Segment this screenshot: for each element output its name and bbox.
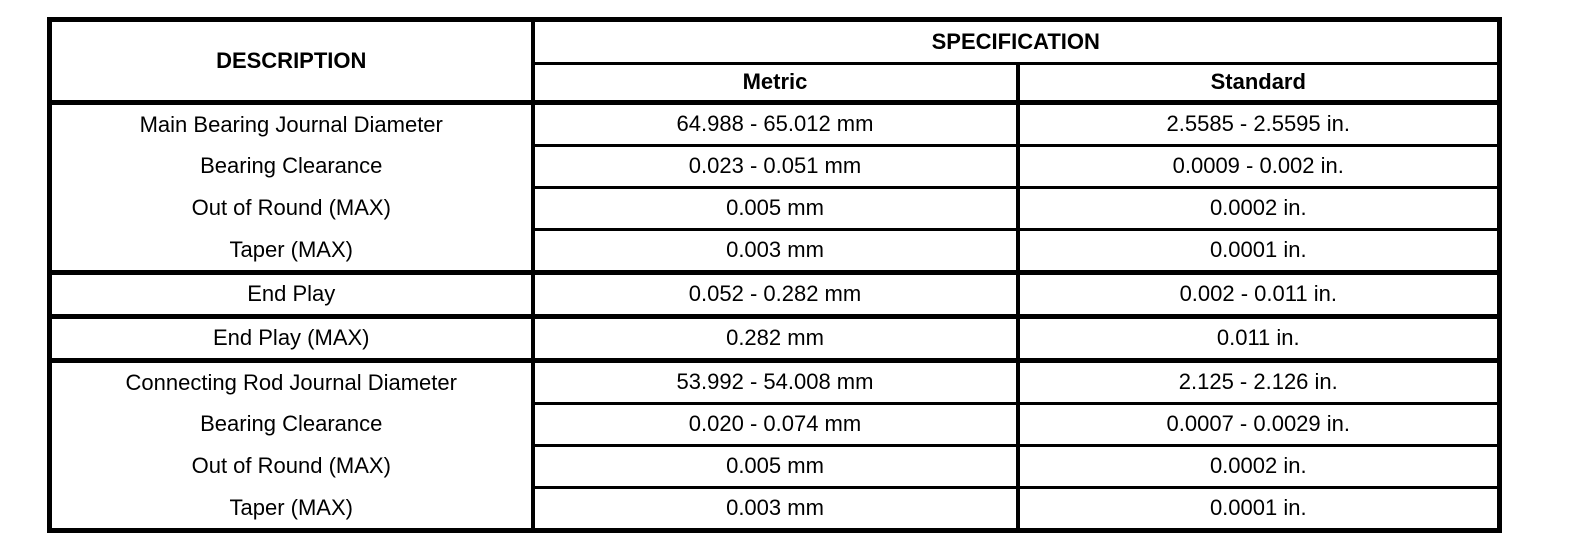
description-cell: Bearing Clearance xyxy=(50,404,533,446)
description-cell: Main Bearing Journal Diameter xyxy=(50,103,533,146)
metric-cell: 0.005 mm xyxy=(533,188,1018,230)
table-row xyxy=(50,273,1500,317)
description-header: DESCRIPTION xyxy=(50,20,533,103)
metric-cell: 0.003 mm xyxy=(533,488,1018,531)
description-cell: End Play (MAX) xyxy=(50,317,533,361)
metric-cell: 64.988 - 65.012 mm xyxy=(533,103,1018,146)
description-cell: Out of Round (MAX) xyxy=(50,446,533,488)
metric-cell: 0.052 - 0.282 mm xyxy=(533,273,1018,317)
standard-cell: 0.0001 in. xyxy=(1018,230,1500,273)
metric-cell: 0.282 mm xyxy=(533,317,1018,361)
description-cell: Taper (MAX) xyxy=(50,230,533,273)
metric-cell: 0.003 mm xyxy=(533,230,1018,273)
table-row xyxy=(50,361,1500,404)
table-row xyxy=(50,188,1500,230)
table-row xyxy=(50,488,1500,531)
metric-header: Metric xyxy=(533,64,1018,103)
spec-table xyxy=(47,17,1502,533)
table-row xyxy=(50,446,1500,488)
standard-cell: 0.0002 in. xyxy=(1018,188,1500,230)
standard-header: Standard xyxy=(1018,64,1500,103)
metric-cell: 53.992 - 54.008 mm xyxy=(533,361,1018,404)
standard-cell: 0.011 in. xyxy=(1018,317,1500,361)
table-row xyxy=(50,404,1500,446)
header-row-1 xyxy=(50,20,1500,64)
table-row xyxy=(50,146,1500,188)
metric-cell: 0.020 - 0.074 mm xyxy=(533,404,1018,446)
specification-header: SPECIFICATION xyxy=(533,20,1500,64)
description-cell: Bearing Clearance xyxy=(50,146,533,188)
description-cell: Taper (MAX) xyxy=(50,488,533,531)
spec-table-container xyxy=(47,17,1502,533)
standard-cell: 0.0001 in. xyxy=(1018,488,1500,531)
table-row xyxy=(50,317,1500,361)
metric-cell: 0.023 - 0.051 mm xyxy=(533,146,1018,188)
standard-cell: 0.0009 - 0.002 in. xyxy=(1018,146,1500,188)
metric-cell: 0.005 mm xyxy=(533,446,1018,488)
standard-cell: 0.002 - 0.011 in. xyxy=(1018,273,1500,317)
table-row xyxy=(50,230,1500,273)
description-cell: Out of Round (MAX) xyxy=(50,188,533,230)
standard-cell: 0.0002 in. xyxy=(1018,446,1500,488)
standard-cell: 2.125 - 2.126 in. xyxy=(1018,361,1500,404)
standard-cell: 0.0007 - 0.0029 in. xyxy=(1018,404,1500,446)
description-cell: End Play xyxy=(50,273,533,317)
table-row xyxy=(50,103,1500,146)
description-cell: Connecting Rod Journal Diameter xyxy=(50,361,533,404)
standard-cell: 2.5585 - 2.5595 in. xyxy=(1018,103,1500,146)
